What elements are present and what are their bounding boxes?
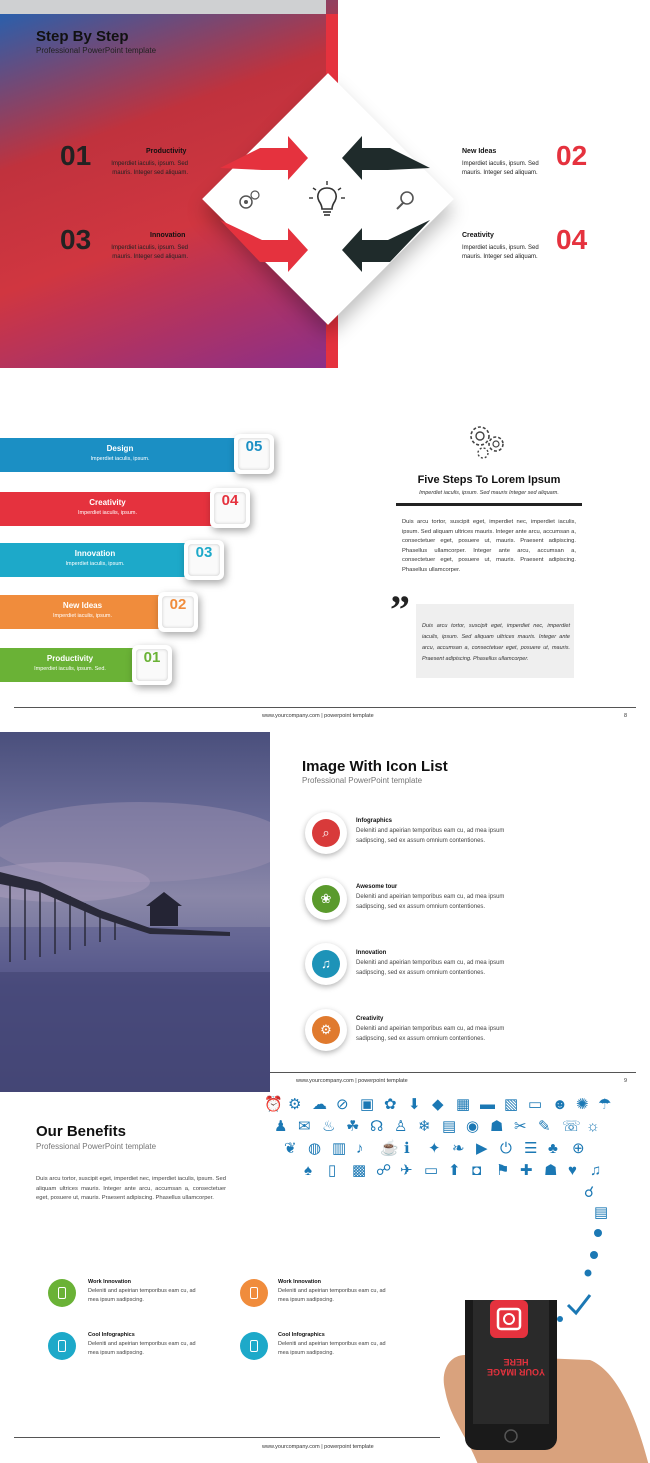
benefit-heading: Cool Infographics <box>278 1332 325 1338</box>
benefit-heading: Work Innovation <box>88 1279 131 1285</box>
phone-icon <box>240 1332 268 1360</box>
bar-subtitle: Imperdiet iaculis, ipsum. Sed. <box>34 666 106 672</box>
slide-subtitle: Professional PowerPoint template <box>36 46 157 55</box>
bar-title: New Ideas <box>62 601 103 610</box>
bar-subtitle: Imperdiet iaculis, ipsum. <box>90 456 150 462</box>
step-heading-innovation: Innovation <box>150 232 186 239</box>
phone-icon <box>240 1279 268 1307</box>
pencil-icon: ✎ <box>538 1118 551 1135</box>
prohibited-icon: ⊘ <box>336 1096 349 1113</box>
step-text: Imperdiet iaculis, ipsum. Sed mauris. Integer sed aliquam. <box>111 245 188 260</box>
step-bar-design <box>0 438 240 472</box>
footer-text: www.yourcompany.com | powerpoint template <box>262 713 374 719</box>
footer-text: www.yourcompany.com | powerpoint template <box>296 1078 408 1084</box>
power-icon: ⏻ <box>500 1140 512 1157</box>
slide-title: Step By Step <box>36 28 129 45</box>
magnifier-icon: ⌕ <box>312 819 340 847</box>
person-icon: ♙ <box>394 1118 408 1135</box>
body-text: Duis arcu tortor, suscipit eget, imperdiet nec, imperdiet iaculis, ipsum. Sed aliquam ultrices mauris. Integer ante arcu, accumsan a, consectetuer eget, posuere ut, mauris. Praesent adipiscing. Phasellus ullamcorper. Integer ante arcu, accumsan a, consectetuer eget, posuere ut, mauris. Praesent adipiscing. Phasellus ullamcorper. <box>402 519 576 573</box>
slide-title: Our Benefits <box>36 1123 127 1140</box>
chat-icon: ✉ <box>298 1118 311 1135</box>
body-text: Duis arcu tortor, suscipit eget, imperdiet nec, imperdiet iaculis, ipsum. Sed aliquam ultrices mauris. Integer ante arcu, accumsan a, consectetuer eget, posuere ut, mauris. Praesent adipiscing. Phasellus ullamcorper. <box>36 1176 226 1201</box>
slide-five-steps <box>0 400 650 725</box>
plane-icon: ✈ <box>400 1162 413 1179</box>
info-icon: ℹ <box>404 1140 410 1157</box>
slide-subtitle: Professional PowerPoint template <box>302 776 423 785</box>
tree-icon: ♠ <box>304 1162 312 1179</box>
heart-icon: ♥ <box>568 1162 577 1179</box>
page-number: 8 <box>624 713 628 719</box>
badge-number: 02 <box>162 596 194 628</box>
gear-icon: ✺ <box>576 1096 589 1113</box>
monitor-icon: ▬ <box>480 1096 495 1113</box>
bar-title: Design <box>106 444 134 453</box>
weather-icon: ☼ <box>586 1118 600 1135</box>
step-badge-05 <box>234 434 274 474</box>
gears-icon <box>236 188 262 214</box>
cup-icon: ♨ <box>322 1118 336 1135</box>
umbrella-icon: ☂ <box>598 1096 612 1113</box>
top-gray-strip <box>0 0 326 14</box>
quote-mark: ” <box>390 587 410 632</box>
bar-subtitle: Imperdiet iaculis, ipsum. <box>78 510 137 516</box>
butterfly-icon: ❦ <box>284 1140 297 1157</box>
mic-icon: ☌ <box>584 1184 595 1201</box>
bus-icon: ▤ <box>594 1204 609 1221</box>
plus-icon: ✚ <box>520 1162 533 1179</box>
step-badge-04 <box>210 488 250 528</box>
magnifier-icon <box>394 188 418 212</box>
people-icon: ☻ <box>552 1096 568 1113</box>
benefit-text: Deleniti and apeirian temporibus eam cu, ad mea ipsum sadipscing. <box>278 1341 386 1356</box>
phone-icon: ☏ <box>562 1118 581 1135</box>
bar-title: Productivity <box>46 654 94 663</box>
list-item-text: Deleniti and apeirian temporibus eam cu, ad mea ipsum sadipscing, sed ex assum omnium contentiones. <box>356 894 505 910</box>
film-icon: ▦ <box>456 1096 471 1113</box>
footer-rule <box>14 707 636 708</box>
bell-icon: ♫ <box>590 1162 602 1179</box>
headphones-icon: ☊ <box>370 1118 384 1135</box>
flower-icon: ✿ <box>384 1096 397 1113</box>
club-icon: ♣ <box>548 1140 558 1157</box>
step-number-03: 03 <box>60 224 92 255</box>
pier-photo <box>0 732 270 1092</box>
leaf-icon: ❧ <box>452 1140 465 1157</box>
download-icon: ⬇ <box>408 1096 421 1113</box>
badge-number: 03 <box>188 544 220 576</box>
icon-ring <box>305 812 347 854</box>
bike-icon: ⚙ <box>288 1096 302 1113</box>
step-bar-new-ideas <box>0 595 165 629</box>
icon-ring <box>305 1009 347 1051</box>
pier-silhouette <box>0 732 270 1092</box>
disc-icon: ◉ <box>466 1118 480 1135</box>
footer-text: www.yourcompany.com | powerpoint template <box>262 1444 374 1450</box>
benefit-heading: Work Innovation <box>278 1279 321 1285</box>
walker-icon: ☍ <box>376 1162 392 1179</box>
step-badge-03 <box>184 540 224 580</box>
step-bar-creativity <box>0 492 215 526</box>
page-number: 9 <box>624 1078 628 1084</box>
camera-icon: ◘ <box>472 1162 482 1179</box>
footer-rule <box>270 1072 636 1073</box>
basket-icon: ☗ <box>544 1162 558 1179</box>
badge-number: 04 <box>214 492 246 524</box>
phone-icon <box>48 1332 76 1360</box>
sheep-icon: ☘ <box>346 1118 360 1135</box>
clock-icon: ⏰ <box>264 1096 283 1113</box>
slide-subtitle: Professional PowerPoint template <box>36 1142 157 1151</box>
section-heading: Five Steps To Lorem Ipsum <box>417 474 561 486</box>
list-item-heading: Infographics <box>356 818 393 824</box>
shopping-icon: ☗ <box>490 1118 504 1135</box>
lightbulb-icon: ❀ <box>312 885 340 913</box>
list-icon: ☰ <box>524 1140 538 1157</box>
step-badge-02 <box>158 592 198 632</box>
car-icon: ▣ <box>360 1096 375 1113</box>
phone-icon <box>48 1279 76 1307</box>
heading-rule <box>396 503 582 506</box>
upload-icon: ⬆ <box>448 1162 461 1179</box>
globe-icon: ◍ <box>308 1140 322 1157</box>
icon-ring <box>305 943 347 985</box>
list-item-heading: Innovation <box>356 950 387 956</box>
slide-image-icon-list <box>0 732 650 1092</box>
badge-number: 05 <box>238 438 270 470</box>
step-text: Imperdiet iaculis, ipsum. Sed mauris. Integer sed aliquam. <box>111 161 188 176</box>
icon-ring <box>305 878 347 920</box>
lock-icon: ⊕ <box>572 1140 585 1157</box>
icon-cloud <box>264 1096 624 1221</box>
slide-our-benefits <box>0 1095 650 1463</box>
footer-rule <box>14 1437 440 1438</box>
badge-number: 01 <box>136 649 168 681</box>
step-bar-innovation <box>0 543 190 577</box>
computer-icon: ▭ <box>528 1096 543 1113</box>
snowflake-icon: ❄ <box>418 1118 431 1135</box>
list-item-text: Deleniti and apeirian temporibus eam cu, ad mea ipsum sadipscing, sed ex assum omnium contentiones. <box>356 960 505 976</box>
list-item-heading: Creativity <box>356 1016 384 1022</box>
bar-subtitle: Imperdiet iaculis, ipsum. <box>53 613 112 619</box>
picture-icon: ▧ <box>504 1096 519 1113</box>
bottle-icon: ▯ <box>328 1162 337 1179</box>
benefit-heading: Cool Infographics <box>88 1332 135 1338</box>
bar-title: Creativity <box>89 498 126 507</box>
gears-icon <box>466 422 510 462</box>
phone-screen-text: YOUR IMAGE HERE <box>487 1357 546 1377</box>
slide-step-by-step <box>0 0 650 368</box>
cutlery-icon: ✂ <box>514 1118 527 1135</box>
step-number-01: 01 <box>60 140 92 171</box>
step-badge-01 <box>132 645 172 685</box>
bar-subtitle: Imperdiet iaculis, ipsum. <box>65 561 125 567</box>
chart-icon: ▥ <box>332 1140 347 1157</box>
shirt-icon: ♟ <box>274 1118 288 1135</box>
list-item-text: Deleniti and apeirian temporibus eam cu, ad mea ipsum sadipscing, sed ex assum omnium contentiones. <box>356 1026 505 1042</box>
benefit-text: Deleniti and apeirian temporibus eam cu, ad mea ipsum sadipscing. <box>278 1288 386 1303</box>
step-heading-productivity: Productivity <box>146 148 187 155</box>
video-icon: ▶ <box>476 1140 488 1157</box>
lightbulb-icon <box>308 180 346 220</box>
quote-text: Duis arcu tortor, suscipit eget, imperdiet nec, imperdiet iaculis, ipsum. Sed aliquam ultrices mauris. Integer ante arcu, accumsan a, consectetuer eget, posuere ut, mauris. Praesent adipiscing. Phasellus ullamcorper. <box>422 623 570 662</box>
list-item-text: Deleniti and apeirian temporibus eam cu, ad mea ipsum sadipscing, sed ex assum omnium contentiones. <box>356 828 505 844</box>
speaker-icon: ♪ <box>356 1140 364 1157</box>
book-icon: ▩ <box>352 1162 367 1179</box>
step-text: Imperdiet iaculis, ipsum. Sed mauris. Integer sed aliquam. <box>462 161 539 176</box>
flag-icon: ⚑ <box>496 1162 510 1179</box>
mug-icon: ☕ <box>380 1140 399 1157</box>
phone-in-hand <box>440 1300 650 1463</box>
cloud-icon: ☁ <box>312 1096 327 1113</box>
step-text: Imperdiet iaculis, ipsum. Sed mauris. Integer sed aliquam. <box>462 245 539 260</box>
step-heading-creativity: Creativity <box>462 232 494 239</box>
benefit-text: Deleniti and apeirian temporibus eam cu, ad mea ipsum sadipscing. <box>88 1341 196 1356</box>
list-item-heading: Awesome tour <box>356 884 398 890</box>
gear-icon: ⚙ <box>312 1016 340 1044</box>
step-number-04: 04 <box>556 224 588 255</box>
bar-title: Innovation <box>74 549 116 558</box>
megaphone-icon: ♫ <box>312 950 340 978</box>
laptop-icon: ▭ <box>424 1162 439 1179</box>
star-icon: ✦ <box>428 1140 441 1157</box>
bag-icon: ▤ <box>442 1118 457 1135</box>
step-bar-productivity <box>0 648 140 682</box>
benefit-text: Deleniti and apeirian temporibus eam cu, ad mea ipsum sadipscing. <box>88 1288 196 1303</box>
step-number-02: 02 <box>556 140 588 171</box>
slide-title: Image With Icon List <box>302 758 448 775</box>
step-heading-new-ideas: New Ideas <box>462 148 497 155</box>
tag-icon: ◆ <box>432 1096 444 1113</box>
section-subheading: Imperdiet iaculis, ipsum. Sed mauris Integer sed aliquam. <box>419 490 559 496</box>
